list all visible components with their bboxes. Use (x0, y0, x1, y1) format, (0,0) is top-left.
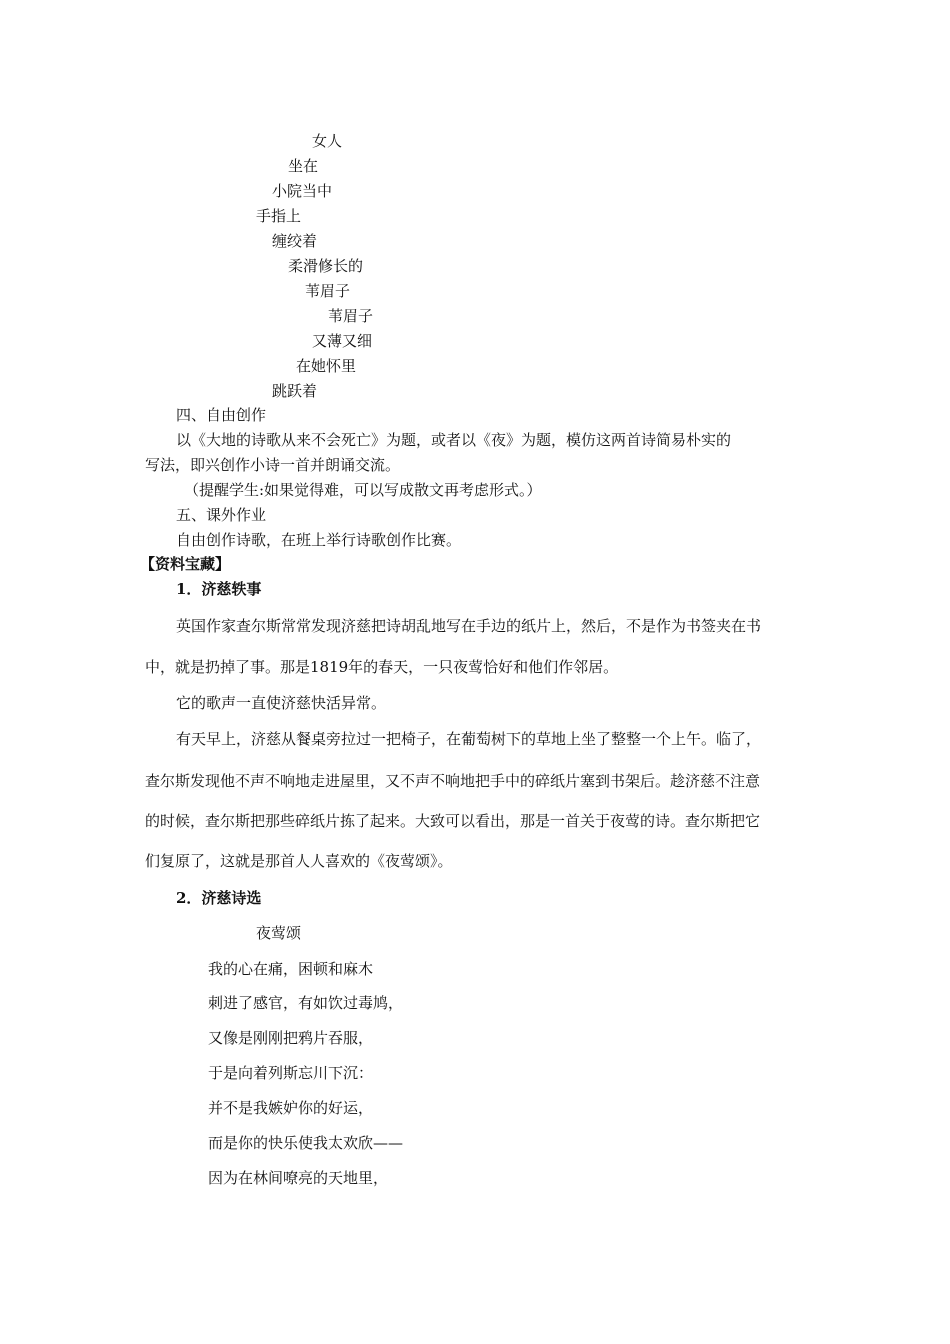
poem-line: 手指上 (256, 207, 302, 225)
poem-line: 苇眉子 (328, 307, 374, 325)
story-line: 中，就是扔掉了事。那是1819年的春天，一只夜莺恰好和他们作邻居。 (145, 658, 619, 676)
ode-line: 并不是我嫉妒你的好运， (208, 1099, 374, 1117)
story-line: 它的歌声一直使济慈快活异常。 (176, 694, 387, 712)
story-line: 的时候，查尔斯把那些碎纸片拣了起来。大致可以看出，那是一首关于夜莺的诗。查尔斯把它 (145, 812, 761, 830)
subheading: 1．济慈轶事 (176, 580, 262, 598)
story-line: 查尔斯发现他不声不响地走进屋里，又不声不响地把手中的碎纸片塞到书架后。趁济慈不注意 (145, 772, 761, 790)
section-heading: 五、课外作业 (176, 506, 267, 524)
paragraph-line: 以《大地的诗歌从来不会死亡》为题，或者以《夜》为题，模仿这两首诗简易朴实的 (176, 431, 732, 449)
poem-line: 又薄又细 (312, 332, 373, 350)
story-line: 英国作家查尔斯常常发现济慈把诗胡乱地写在手边的纸片上，然后，不是作为书签夹在书 (176, 617, 762, 635)
ode-line: 又像是刚刚把鸦片吞服， (208, 1029, 374, 1047)
poem-line: 小院当中 (272, 182, 333, 200)
treasure-heading: 【资料宝藏】 (140, 555, 231, 573)
paragraph-line: 写法，即兴创作小诗一首并朗诵交流。 (145, 456, 401, 474)
poem-line: 在她怀里 (296, 357, 357, 375)
note-text: （提醒学生:如果觉得难，可以写成散文再考虑形式。） (184, 481, 542, 499)
ode-line: 于是向着列斯忘川下沉： (208, 1064, 374, 1082)
poem-line: 柔滑修长的 (288, 257, 364, 275)
ode-line: 我的心在痛，困顿和麻木 (208, 960, 374, 978)
poem-line: 跳跃着 (272, 382, 318, 400)
subheading: 2．济慈诗选 (176, 889, 262, 907)
poem-line: 缠绞着 (272, 232, 318, 250)
ode-line: 因为在林间嘹亮的天地里， (208, 1169, 389, 1187)
ode-line: 而是你的快乐使我太欢欣—— (208, 1134, 404, 1152)
story-line: 有天早上，济慈从餐桌旁拉过一把椅子，在葡萄树下的草地上坐了整整一个上午。临了， (176, 730, 762, 748)
poem-line: 苇眉子 (305, 282, 351, 300)
story-line: 们复原了，这就是那首人人喜欢的《夜莺颂》。 (145, 852, 453, 870)
section-heading: 四、自由创作 (176, 406, 267, 424)
ode-title: 夜莺颂 (256, 924, 302, 942)
ode-line: 刺进了感官，有如饮过毒鸠， (208, 994, 404, 1012)
poem-line: 坐在 (288, 157, 319, 175)
poem-line: 女人 (312, 132, 343, 150)
paragraph-line: 自由创作诗歌，在班上举行诗歌创作比赛。 (176, 531, 462, 549)
